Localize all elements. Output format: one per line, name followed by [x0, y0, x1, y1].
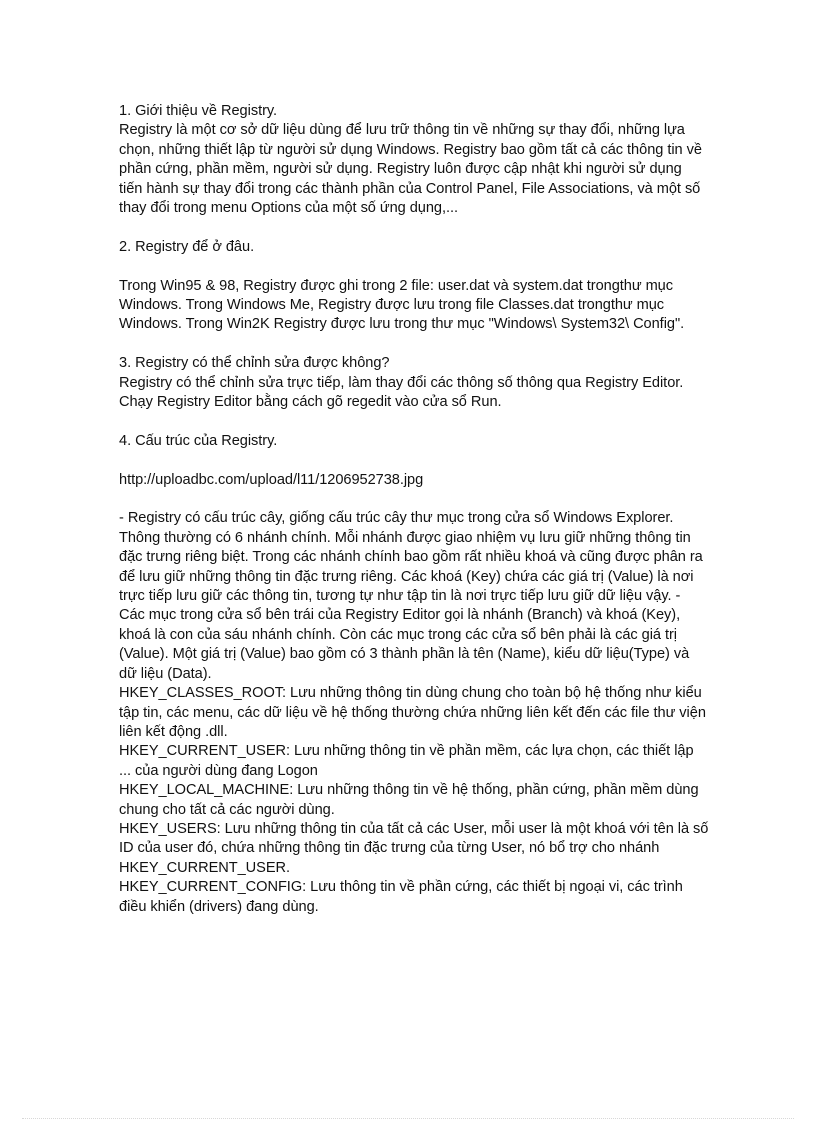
- section-4-body: - Registry có cấu trúc cây, giống cấu trúc cây thư mục trong cửa sổ Windows Explorer. Thông thường có 6 nhánh chính. Mỗi nhánh được giao nhiệm vụ lưu giữ những thông tin đặc trưng riêng biệt. Trong các nhánh chính bao gồm rất nhiều khoá và cũng được phân ra để lưu giữ những thông tin đặc trưng riêng. Các khoá (Key) chứa các giá trị (Value) là nơi trực tiếp lưu giữ các thông tin, tương tự như tập tin là nơi trực tiếp lưu giữ dữ liệu vậy. - Các mục trong cửa sổ bên trái của Registry Editor gọi là nhánh (Branch) và khoá (Key), khoá là con của sáu nhánh chính. Còn các mục trong các cửa sổ bên phải là các giá trị (Value). Một giá trị (Value) bao gồm có 3 thành phần là tên (Name), kiểu dữ liệu(Type) và dữ liệu (Data).: [119, 510, 703, 682]
- paragraph-gap: [119, 335, 709, 354]
- hkey-users-text: HKEY_USERS: Lưu những thông tin của tất cả các User, mỗi user là một khoá với tên là số ID của user đó, chứa những thông tin đặc trưng của từng User, nó bổ trợ cho nhánh HKEY_CURRENT_USER.: [119, 820, 709, 876]
- hkey-local-machine-text: HKEY_LOCAL_MACHINE: Lưu những thông tin về hệ thống, phần cứng, phần mềm dùng chung cho tất cả các người dùng.: [119, 782, 699, 818]
- paragraph-gap: [119, 490, 709, 509]
- section-2-body: Trong Win95 & 98, Registry được ghi trong 2 file: user.dat và system.dat trongthư mục Windows. Trong Windows Me, Registry được lưu trong file Classes.dat trongthư mục Windows. Trong Win2K Registry được lưu trong thư mục "Windows\ System32\ Config".: [119, 277, 685, 333]
- paragraph-gap: [119, 257, 709, 276]
- paragraph-gap: [119, 451, 709, 470]
- paragraph-gap: [119, 412, 709, 431]
- section-1-heading: 1. Giới thiệu về Registry.: [119, 103, 278, 119]
- image-url-text: http://uploadbc.com/upload/l11/1206952738.jpg: [119, 471, 424, 488]
- page-bottom-divider: [22, 1118, 794, 1119]
- section-2-heading: 2. Registry để ở đâu.: [119, 238, 255, 255]
- paragraph-gap: [119, 218, 709, 237]
- document-page: [119, 102, 709, 917]
- hkey-current-user-text: HKEY_CURRENT_USER: Lưu những thông tin về phần mềm, các lựa chọn, các thiết lập ... của người dùng đang Logon: [119, 743, 694, 779]
- section-3-body: Registry có thể chỉnh sửa trực tiếp, làm thay đổi các thông số thông qua Registry Editor. Chạy Registry Editor bằng cách gõ regedit vào cửa sổ Run.: [119, 374, 684, 411]
- section-1-body: Registry là một cơ sở dữ liệu dùng để lưu trữ thông tin về những sự thay đổi, những lựa chọn, những thiết lập từ người sử dụng Windows. Registry bao gồm tất cả các thông tin về phần cứng, phần mềm, người sử dụng. Registry luôn được cập nhật khi người sử dụng tiến hành sự thay đổi trong các thành phần của Control Panel, File Associations, và một số thay đổi trong menu Options của một số ứng dụng,...: [119, 122, 702, 217]
- section-3-heading: 3. Registry có thể chỉnh sửa được không?: [119, 355, 390, 372]
- section-4-heading: 4. Cấu trúc của Registry.: [119, 432, 278, 449]
- hkey-classes-root-text: HKEY_CLASSES_ROOT: Lưu những thông tin dùng chung cho toàn bộ hệ thống như kiểu tập tin, các menu, các dữ liệu về hệ thống thường chứa những liên kết đến các file thư viện liên kết động .dll.: [119, 685, 706, 740]
- hkey-current-config-text: HKEY_CURRENT_CONFIG: Lưu thông tin về phần cứng, các thiết bị ngoại vi, các trình điều khiển (drivers) đang dùng.: [119, 879, 683, 915]
